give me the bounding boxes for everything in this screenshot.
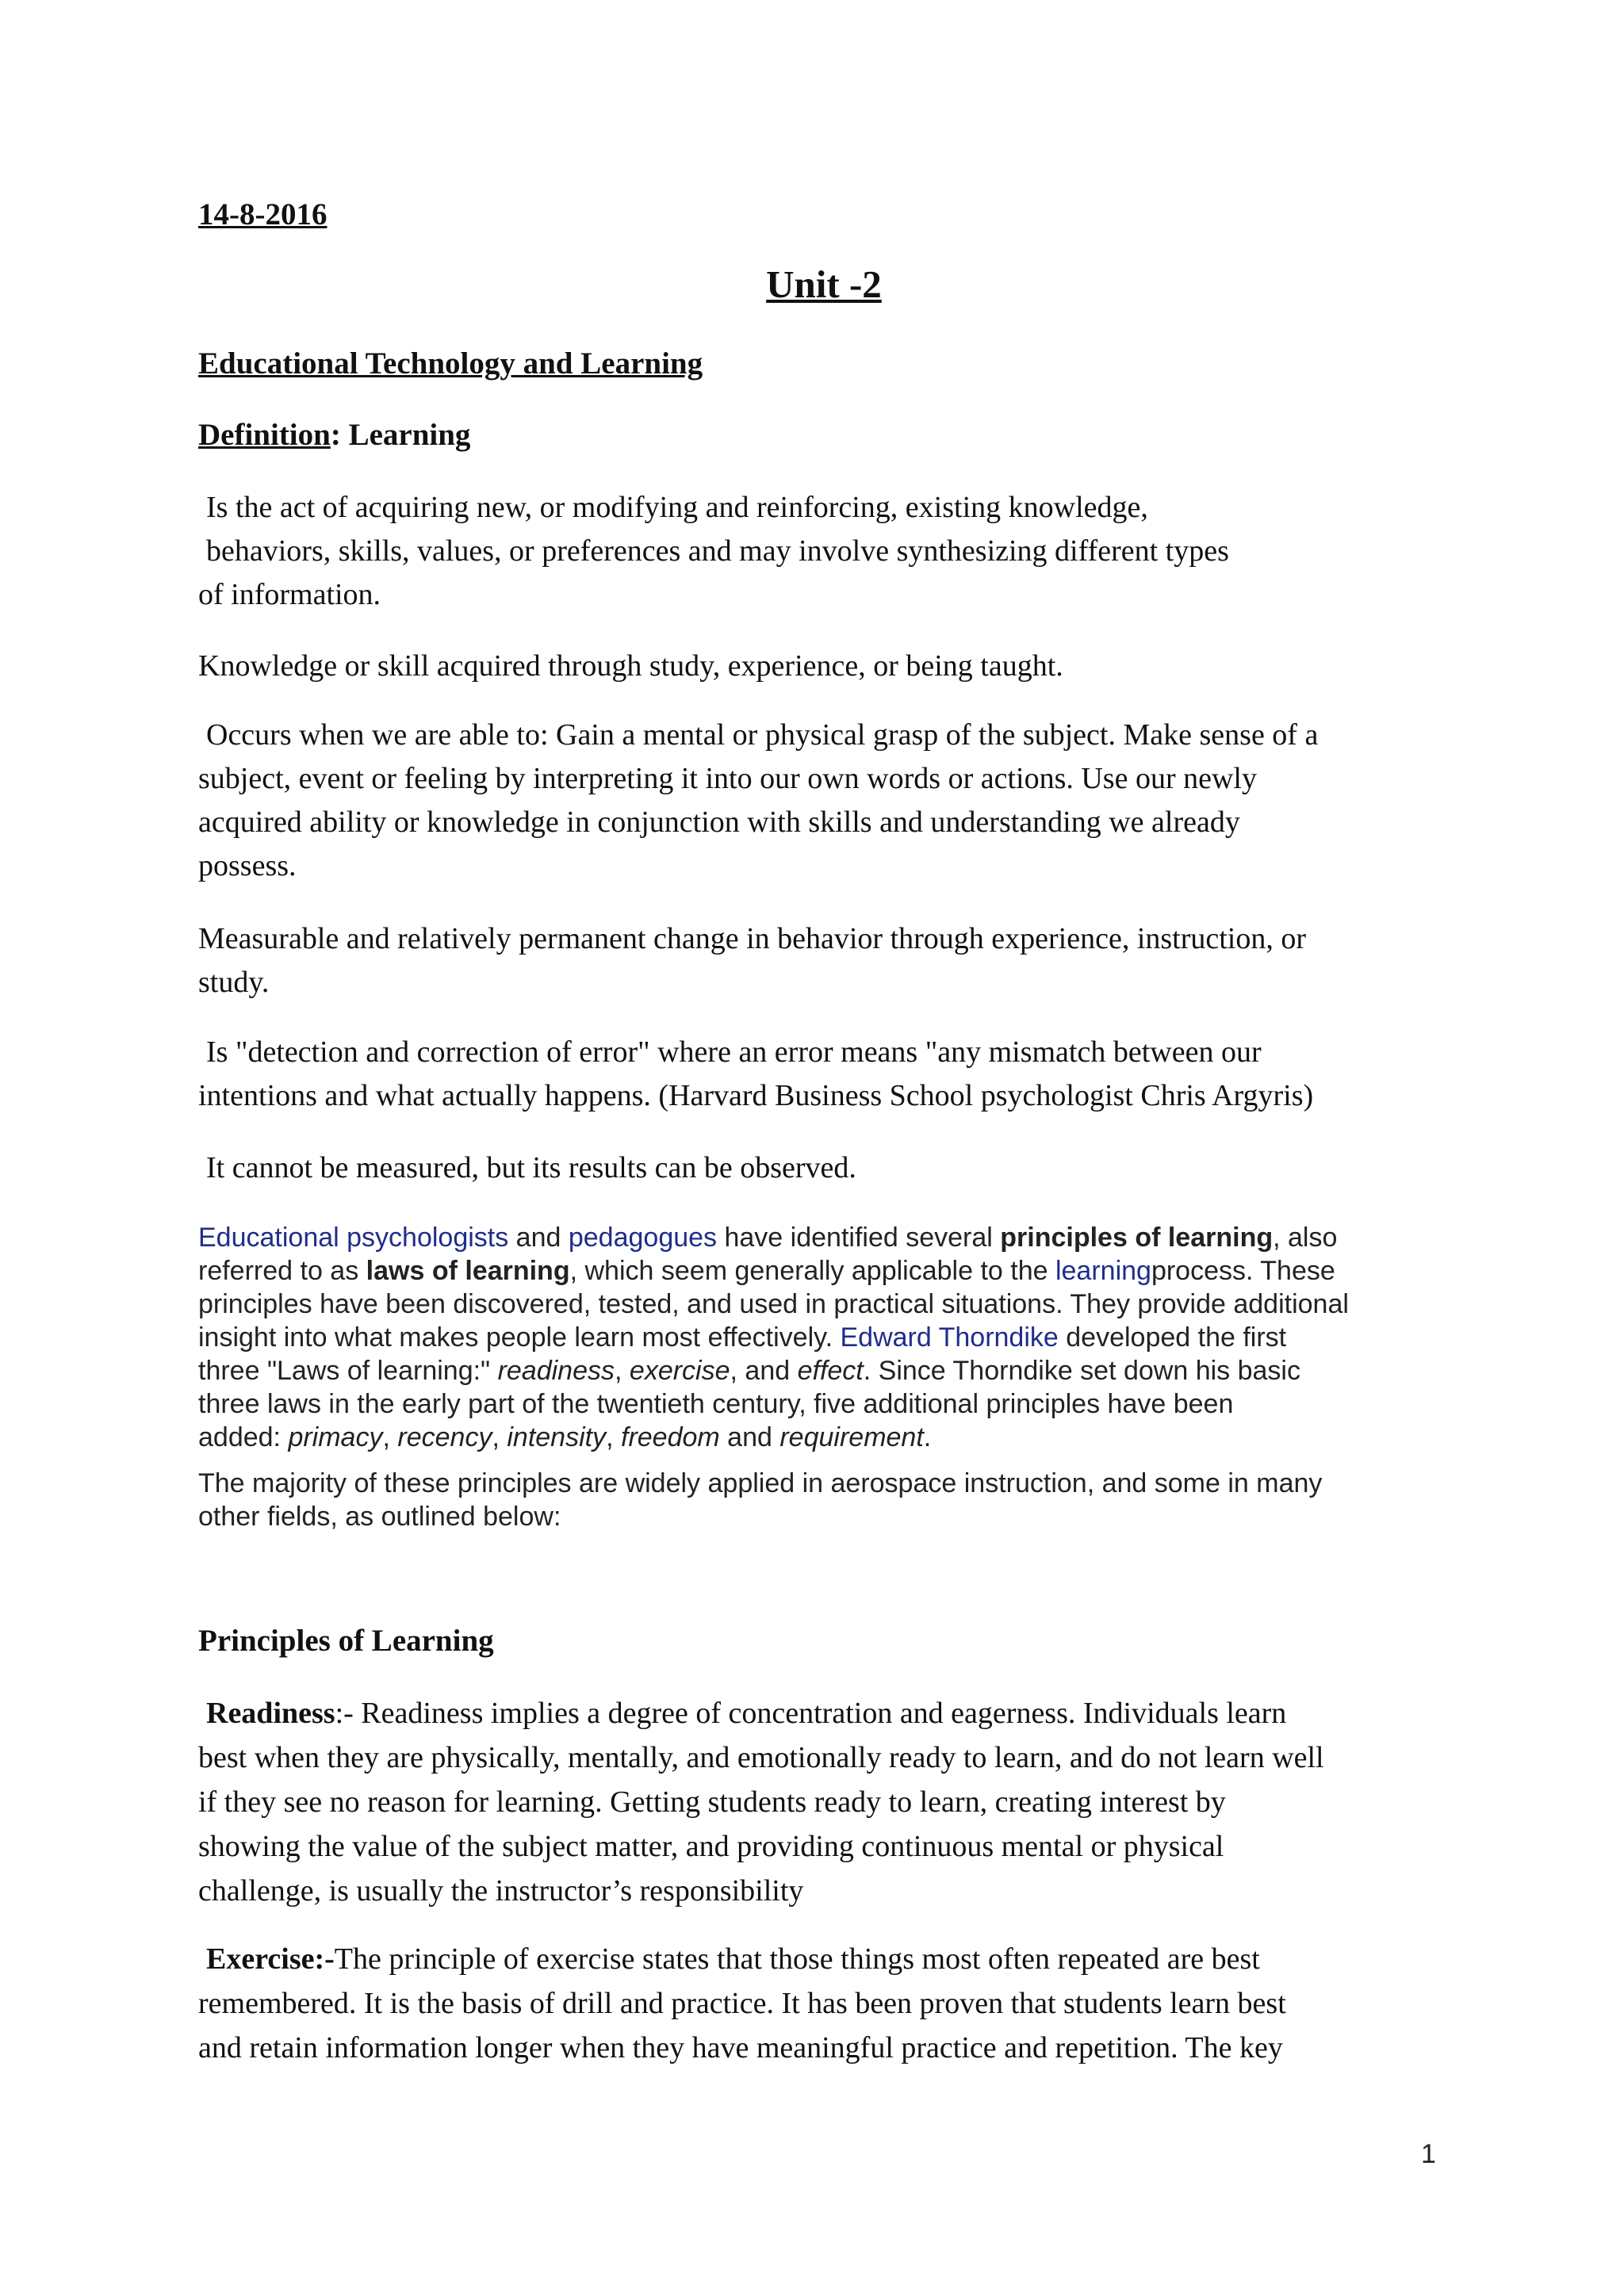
paragraph-line <box>198 1254 1435 1288</box>
paragraph-line <box>198 1421 1435 1454</box>
intensity-term: intensity <box>507 1422 607 1452</box>
definition-paragraph-3 <box>198 714 1435 888</box>
paragraph-line <box>198 1321 1435 1354</box>
paragraph-line: three laws in the early part of the twentieth century, five additional principles have been <box>198 1389 1234 1419</box>
text-span: developed the first <box>1058 1322 1287 1353</box>
paragraph-line: best when they are physically, mentally, and emotionally ready to learn, and do not learn well <box>198 1741 1324 1774</box>
paragraph-line: other fields, as outlined below: <box>198 1502 561 1532</box>
paragraph-line: The majority of these principles are widely applied in aerospace instruction, and some in many <box>198 1468 1323 1498</box>
paragraph-line: if they see no reason for learning. Getting students ready to learn, creating interest by <box>198 1785 1226 1819</box>
paragraph-line: intentions and what actually happens. (Harvard Business School psychologist Chris Argyris) <box>198 1079 1314 1112</box>
paragraph-line: Knowledge or skill acquired through study, experience, or being taught. <box>198 649 1063 683</box>
paragraph-line: possess. <box>198 849 297 882</box>
text-span: added: <box>198 1422 289 1452</box>
text-span: and <box>719 1422 780 1452</box>
paragraph-line <box>198 1691 1435 1735</box>
laws-of-learning-term: laws of learning <box>366 1256 570 1286</box>
paragraph-line: of information. <box>198 578 381 611</box>
recency-term: recency <box>397 1422 492 1452</box>
paragraph-line: principles have been discovered, tested, and used in practical situations. They provide additional <box>198 1289 1349 1319</box>
paragraph-line: behaviors, skills, values, or preferences and may involve synthesizing different types <box>206 534 1229 568</box>
exercise-paragraph <box>198 1937 1435 2070</box>
principles-of-learning-term: principles of learning <box>1000 1223 1274 1253</box>
text-span: process. These <box>1151 1256 1335 1286</box>
readiness-term: readiness <box>497 1356 615 1386</box>
paragraph-line: Measurable and relatively permanent change in behavior through experience, instruction, or <box>198 922 1307 955</box>
effect-term: effect <box>797 1356 864 1386</box>
freedom-term: freedom <box>621 1422 720 1452</box>
paragraph-line: showing the value of the subject matter, and providing continuous mental or physical <box>198 1830 1224 1863</box>
text-span: , <box>382 1422 398 1452</box>
text-span: . <box>923 1422 932 1452</box>
section-title: Educational Technology and Learning <box>198 346 703 381</box>
paragraph-line <box>198 1937 1435 1981</box>
text-span: , which seem generally applicable to the <box>569 1256 1055 1286</box>
exercise-term: exercise <box>629 1356 730 1386</box>
unit-title: Unit -2 <box>766 262 882 306</box>
requirement-term: requirement <box>779 1422 924 1452</box>
principles-heading: Principles of Learning <box>198 1624 494 1658</box>
laws-of-learning-paragraph <box>198 1221 1435 1454</box>
text-span: , <box>606 1422 621 1452</box>
text-span: The principle of exercise states that those things most often repeated are best <box>334 1942 1260 1976</box>
majority-paragraph <box>198 1467 1435 1533</box>
definition-paragraph-1 <box>198 486 1435 617</box>
paragraph-line: subject, event or feeling by interpreting it into our own words or actions. Use our newly <box>198 762 1257 795</box>
definition-label: Definition <box>198 418 331 452</box>
text-span: , also <box>1273 1223 1338 1253</box>
definition-paragraph-6: It cannot be measured, but its results can be observed. <box>206 1151 856 1184</box>
readiness-paragraph <box>198 1691 1435 1913</box>
text-span: and <box>508 1223 569 1253</box>
paragraph-line: Occurs when we are able to: Gain a mental or physical grasp of the subject. Make sense of a <box>206 718 1319 752</box>
page-number: 1 <box>1421 2139 1436 2169</box>
educational-psychologists-link[interactable]: Educational psychologists <box>198 1223 509 1253</box>
primacy-term: primacy <box>288 1422 383 1452</box>
exercise-heading-term: Exercise:- <box>206 1942 335 1976</box>
document-date: 14-8-2016 <box>198 197 327 232</box>
paragraph-line: Is the act of acquiring new, or modifying and reinforcing, existing knowledge, <box>206 491 1148 524</box>
edward-thorndike-link[interactable]: Edward Thorndike <box>840 1322 1059 1353</box>
definition-paragraph-2 <box>198 645 1435 688</box>
text-span: , <box>615 1356 630 1386</box>
paragraph-line: acquired ability or knowledge in conjunction with skills and understanding we already <box>198 806 1240 839</box>
paragraph-line <box>198 1354 1435 1387</box>
text-span: . Since Thorndike set down his basic <box>863 1356 1300 1386</box>
pedagogues-link[interactable]: pedagogues <box>568 1223 718 1253</box>
paragraph-line: study. <box>198 966 270 999</box>
text-span: :- Readiness implies a degree of concentration and eagerness. Individuals learn <box>335 1697 1287 1730</box>
paragraph-line: remembered. It is the basis of drill and practice. It has been proven that students learn best <box>198 1987 1286 2020</box>
text-span: three "Laws of learning:" <box>198 1356 498 1386</box>
paragraph-line: and retain information longer when they have meaningful practice and repetition. The key <box>198 2031 1283 2064</box>
text-span: insight into what makes people learn most effectively. <box>198 1322 841 1353</box>
learning-link[interactable]: learning <box>1055 1256 1151 1286</box>
readiness-heading-term: Readiness <box>206 1697 335 1730</box>
definition-term: : Learning <box>330 418 471 452</box>
paragraph-line: Is "detection and correction of error" where an error means "any mismatch between our <box>206 1035 1262 1069</box>
text-span: , <box>492 1422 508 1452</box>
text-span: referred to as <box>198 1256 366 1286</box>
definition-paragraph-4 <box>198 917 1435 1004</box>
definition-paragraph-5 <box>198 1031 1435 1118</box>
paragraph-line: challenge, is usually the instructor’s responsibility <box>198 1874 804 1908</box>
text-span: , and <box>730 1356 798 1386</box>
text-span: have identified several <box>717 1223 1001 1253</box>
paragraph-line <box>198 1221 1435 1254</box>
definition-heading <box>198 417 1435 453</box>
